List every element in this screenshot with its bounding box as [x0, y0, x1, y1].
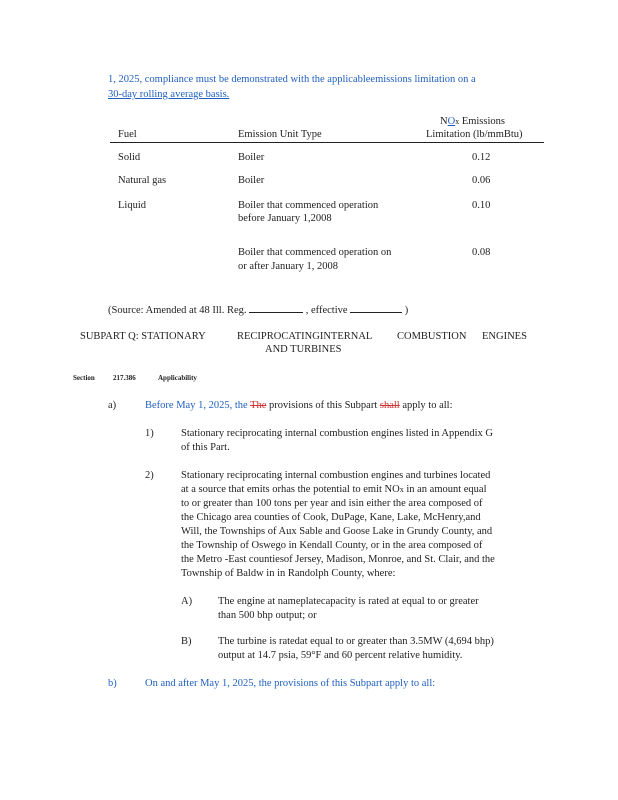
- subpart-heading-d: ENGINES: [482, 331, 527, 342]
- table-header-rule: [110, 142, 544, 143]
- table-row-fuel: Natural gas: [118, 175, 167, 186]
- table-row-unit: Boiler: [238, 175, 265, 186]
- item-2-line: the Township of Oswego in Kendall County, or in the area composed of: [181, 540, 483, 551]
- table-row-limit: 0.12: [472, 152, 491, 163]
- section-number: 217.386: [113, 374, 136, 382]
- source-effective-blank: [350, 303, 402, 313]
- source-line: (Source: Amended at 48 Ill. Reg. , effective ): [108, 305, 409, 316]
- table-header-fuel: Fuel: [118, 129, 137, 140]
- item-1-marker: 1): [145, 428, 154, 439]
- sub-a-line-1: The engine at nameplatecapacity is rated at equal to or greater: [218, 596, 479, 607]
- para-b-text: On and after May 1, 2025, the provisions of this Subpart apply to all:: [145, 678, 436, 689]
- source-register-blank: [249, 303, 303, 313]
- subpart-heading-b: RECIPROCATINGINTERNAL: [237, 331, 373, 342]
- item-1-line-1: Stationary reciprocating internal combustion engines listed in Appendix G: [181, 428, 494, 439]
- section-label: Section: [73, 374, 95, 382]
- table-row-unit-cont: before January 1,2008: [238, 213, 332, 224]
- subpart-heading-a: SUBPART Q: STATIONARY: [80, 331, 206, 342]
- table-row-limit: 0.06: [472, 175, 491, 186]
- item-2-line: Stationary reciprocating internal combustion engines and turbines located: [181, 470, 491, 481]
- intro-line-1: 1, 2025, compliance must be demonstrated with the applicableemissions limitation on a: [108, 74, 476, 85]
- item-2-line: the Chicago area counties of Cook, DuPage, Kane, Lake, McHenry,and: [181, 512, 481, 523]
- table-header-nox: NOx Emissions: [440, 116, 505, 127]
- para-a-text: Before May 1, 2025, the The provisions of this Subpart shall apply to all:: [145, 400, 453, 411]
- table-row-fuel: Liquid: [118, 200, 146, 211]
- item-2-line: to or greater than 100 tons per year and isin either the area composed of: [181, 498, 483, 509]
- table-header-limitation: Limitation (lb/mmBtu): [426, 129, 523, 140]
- subpart-heading-c: COMBUSTION: [397, 331, 467, 342]
- table-row-unit: Boiler: [238, 152, 265, 163]
- table-row-fuel: Solid: [118, 152, 141, 163]
- table-row-unit-cont: or after January 1, 2008: [238, 261, 339, 272]
- sub-a-line-2: than 500 bhp output; or: [218, 610, 317, 621]
- sub-a-marker: A): [181, 596, 193, 607]
- section-title: Applicability: [158, 374, 197, 382]
- item-2-line: Township of Baldw in in Randolph County, where:: [181, 568, 396, 579]
- table-header-unit-type: Emission Unit Type: [238, 129, 322, 140]
- item-2-marker: 2): [145, 470, 154, 481]
- sub-b-marker: B): [181, 636, 192, 647]
- para-a-marker: a): [108, 400, 117, 411]
- intro-line-2: 30-day rolling average basis.: [108, 89, 230, 100]
- table-row-unit: Boiler that commenced operation: [238, 200, 379, 211]
- para-b-marker: b): [108, 678, 117, 689]
- sub-b-line-1: The turbine is ratedat equal to or greater than 3.5MW (4,694 bhp): [218, 636, 494, 647]
- item-2-line: at a source that emits orhas the potential to emit NOx in an amount equal: [181, 484, 487, 495]
- table-row-limit: 0.08: [472, 247, 491, 258]
- table-row-unit: Boiler that commenced operation on: [238, 247, 392, 258]
- item-2-line: the Metro -East countiesof Jersey, Madison, Monroe, and St. Clair, and the: [181, 554, 495, 565]
- sub-b-line-2: output at 14.7 psia, 59°F and 60 percent relative humidity.: [218, 650, 463, 661]
- subpart-heading-line2: AND TURBINES: [265, 344, 342, 355]
- item-1-line-2: of this Part.: [181, 442, 230, 453]
- item-2-line: Will, the Townships of Aux Sable and Goose Lake in Grundy County, and: [181, 526, 493, 537]
- table-row-limit: 0.10: [472, 200, 491, 211]
